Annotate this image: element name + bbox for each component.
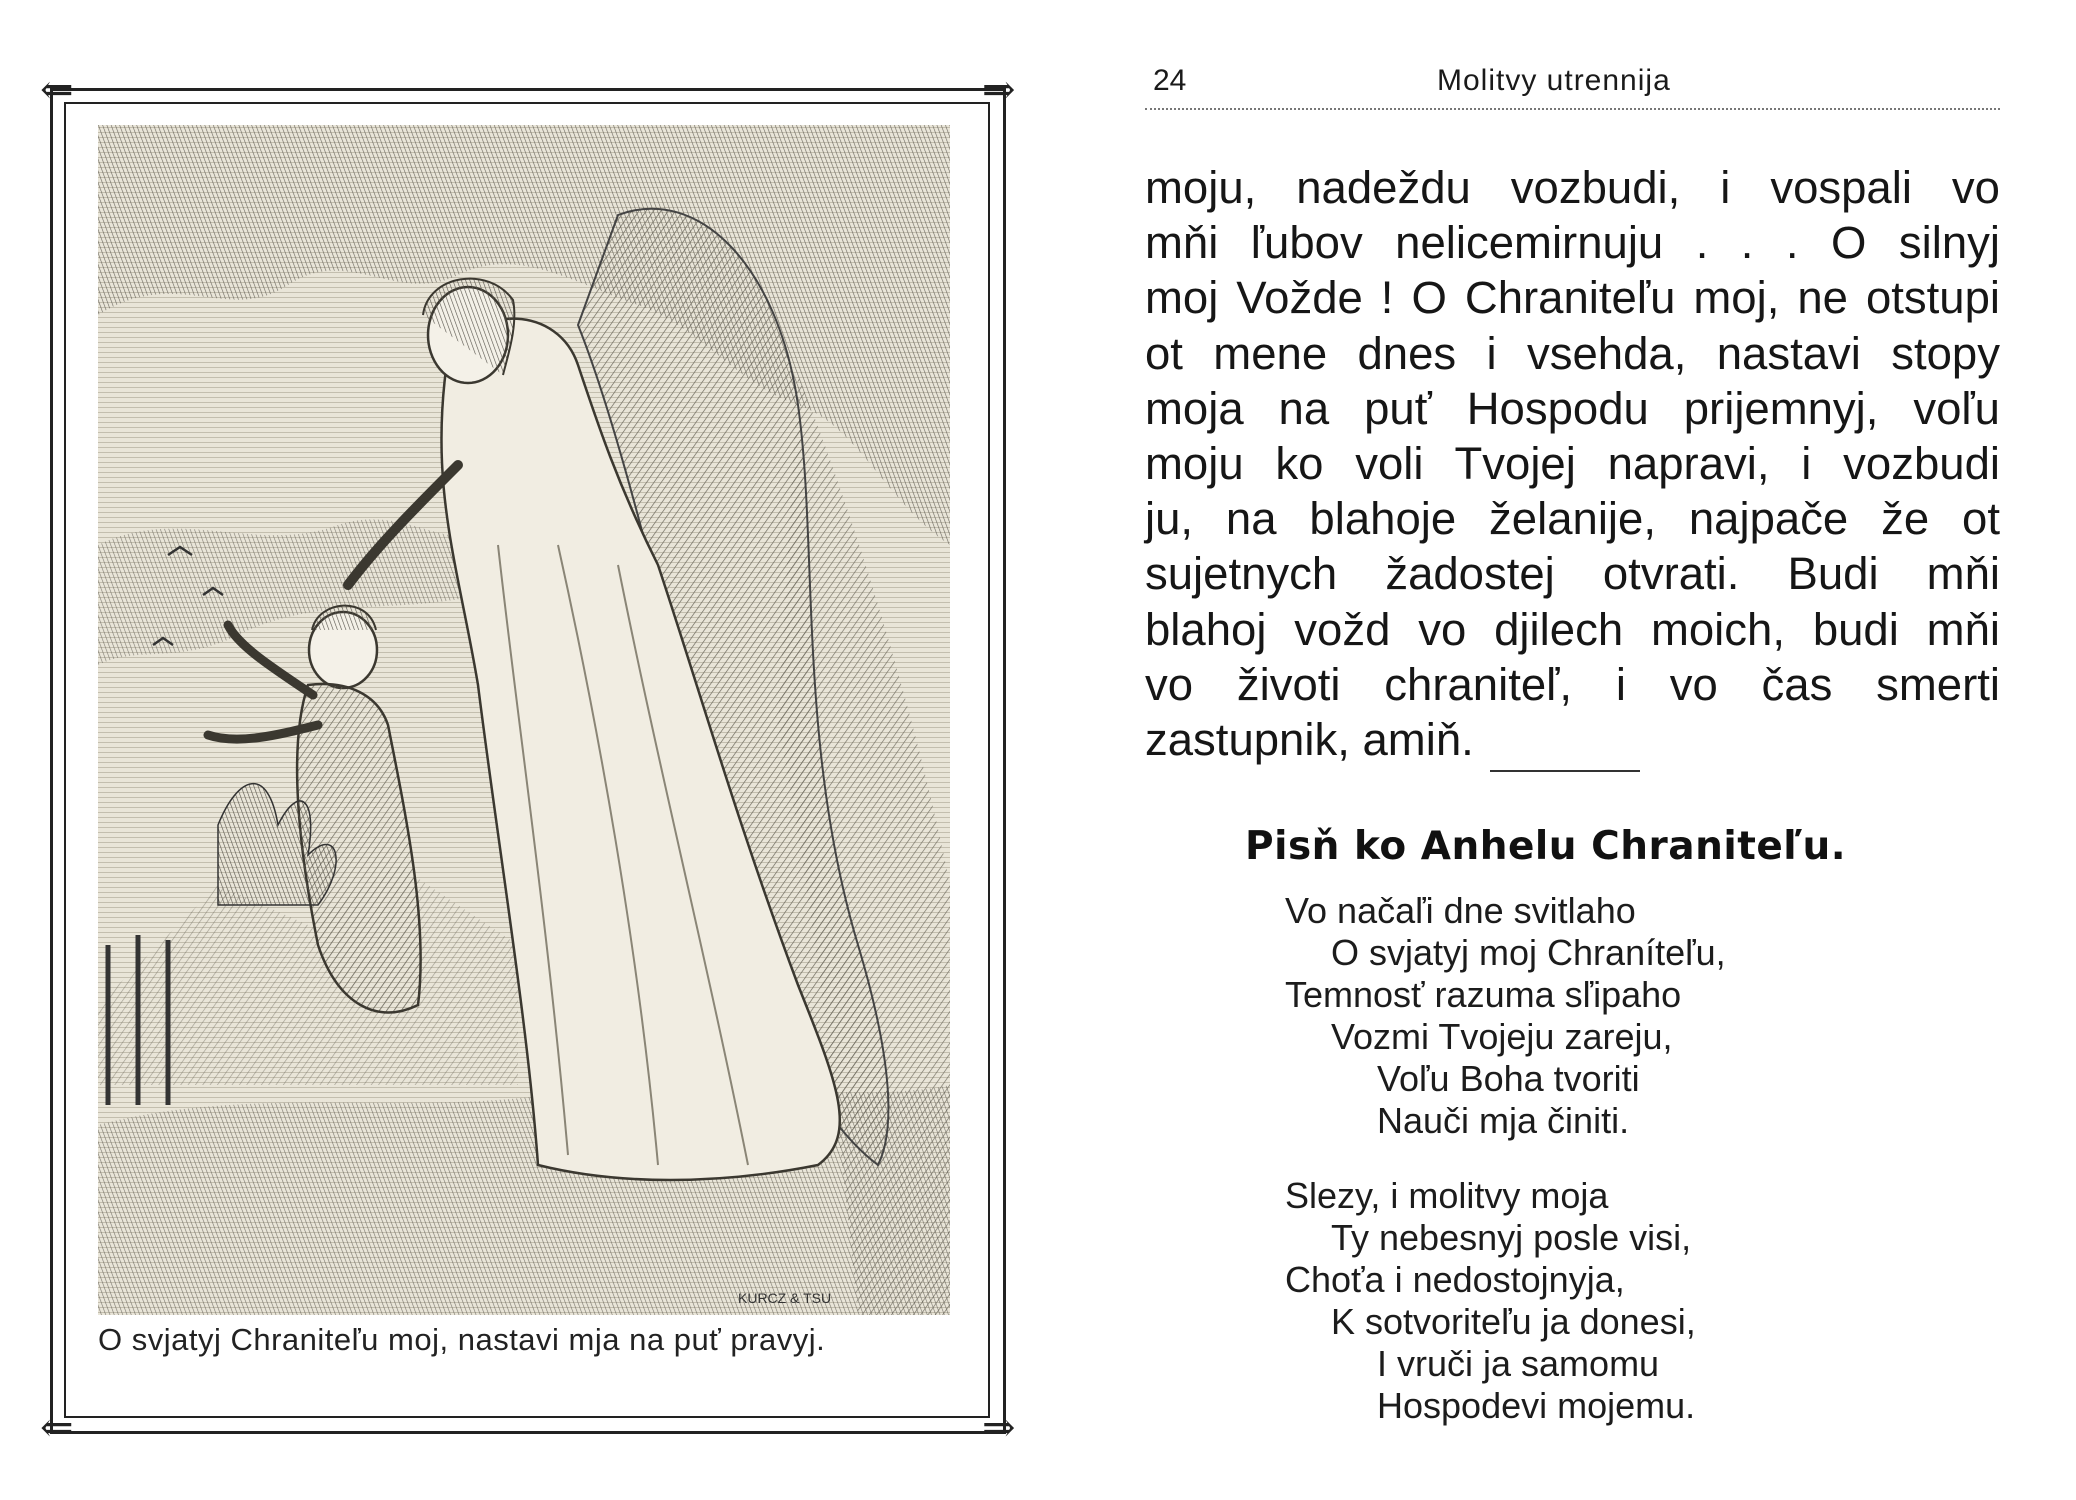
running-head: [1145, 62, 2000, 110]
body-line: ju, na blahoje želanije, najpače že ot: [1145, 493, 2000, 545]
verse-line: Ty nebesnyj posle visi,: [1331, 1217, 1692, 1258]
verse-line: Nauči mja činiti.: [1377, 1100, 1630, 1141]
body-line: sujetnych žadostej otvrati. Budi mňi: [1145, 548, 2000, 600]
song-title: Pisň ko Anhelu Chraniteľu.: [1245, 824, 1847, 869]
body-line: mňi ľubov nelicemirnuju . . . O silnyj: [1145, 217, 2000, 269]
verse-line: Choťa i nedostojnyja,: [1285, 1259, 1625, 1300]
body-line: moju ko voli Tvojej napravi, i vozbudi: [1145, 438, 2000, 490]
verse-line: Slezy, i molitvy moja: [1285, 1175, 1609, 1216]
body-line: zastupnik, amiň.: [1145, 714, 1474, 766]
body-line: vo životi chraniteľ, i vo čas smerti: [1145, 658, 2000, 710]
verse-line: Hospodevi mojemu.: [1377, 1385, 1696, 1426]
verse-line: O svjatyj moj Chraníteľu,: [1331, 932, 1726, 973]
engraver-mark: KURCZ & TSU: [738, 1290, 832, 1306]
frame-ornament-top-left-icon: ⇐: [40, 67, 74, 113]
body-line: blahoj vožd vo djilech moich, budi mňi: [1145, 603, 2000, 655]
verse-1: [1285, 890, 2005, 1142]
body-line: ot mene dnes i vsehda, nastavi stopy: [1145, 327, 2000, 379]
guardian-angel-engraving-icon: [98, 125, 950, 1315]
page-number: 24: [1153, 64, 1187, 97]
verse-2: [1285, 1175, 2005, 1427]
body-line: moja na puť Hospodu prijemnyj, voľu: [1145, 382, 2000, 434]
frame-ornament-bottom-right-icon: ⇒: [982, 1405, 1016, 1451]
verse-line: K sotvoriteľu ja donesi,: [1331, 1301, 1696, 1342]
frame-ornament-bottom-left-icon: ⇐: [40, 1405, 74, 1451]
running-head-title: Molitvy utrennija: [1437, 64, 1671, 97]
frame-ornament-top-right-icon: ⇒: [982, 67, 1016, 113]
section-divider: [1490, 770, 1640, 772]
body-line: moju, nadeždu vozbudi, i vospali vo: [1145, 162, 2000, 213]
body-line: moj Vožde ! O Chraniteľu moj, ne otstupi: [1145, 272, 2000, 324]
verse-line: Vo načaľi dne svitlaho: [1285, 890, 1636, 931]
illustration-caption: O svjatyj Chraniteľu moj, nastavi mja na puť pravyj.: [98, 1322, 826, 1357]
verse-line: Vozmi Tvojeju zareju,: [1331, 1016, 1673, 1057]
verse-line: Temnosť razuma sľipaho: [1285, 974, 1682, 1015]
prayer-body-text: [1145, 160, 2000, 767]
verse-line: I vruči ja samomu: [1377, 1343, 1660, 1384]
verse-line: Voľu Boha tvoriti: [1377, 1058, 1640, 1099]
